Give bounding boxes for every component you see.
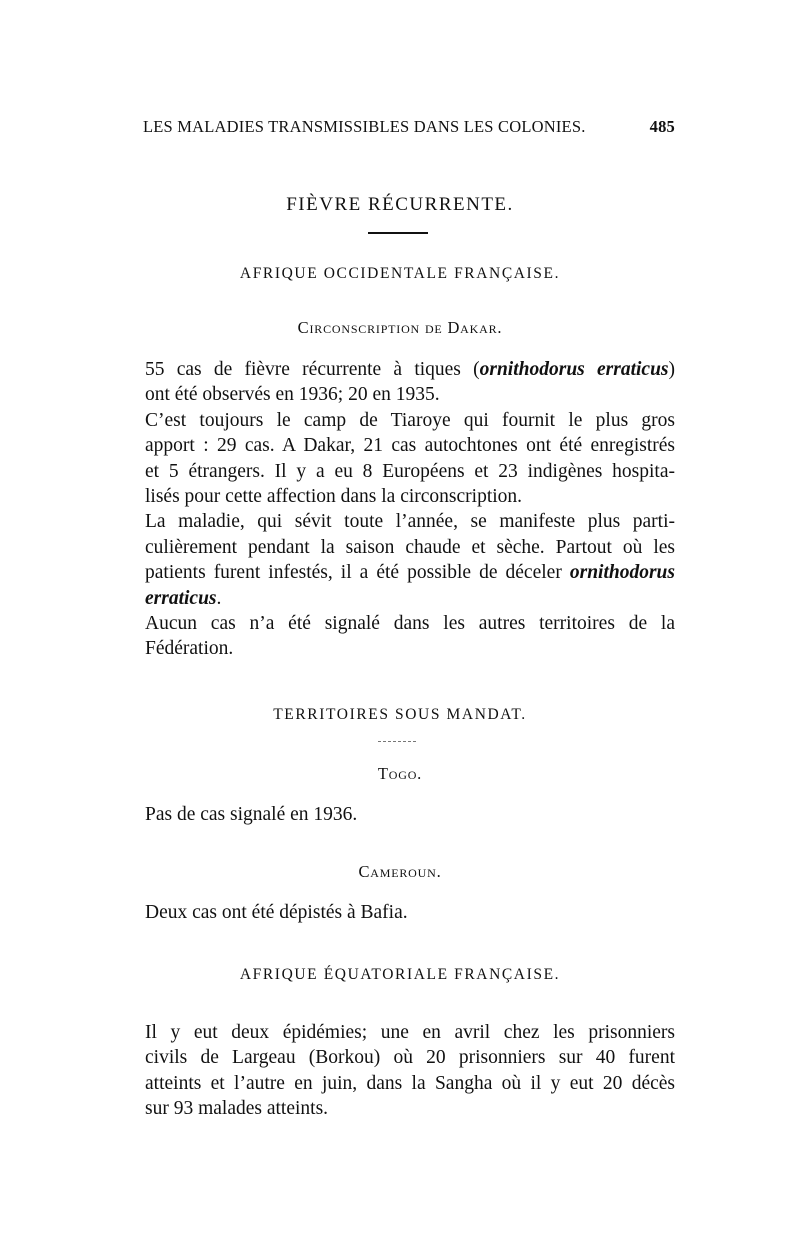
aof-heading: AFRIQUE OCCIDENTALE FRANÇAISE. [239, 265, 561, 282]
body-line: civils de Largeau (Borkou) où 20 prisonniers sur 40 furent [145, 1047, 675, 1069]
title-rule [368, 232, 428, 234]
body-line: atteints et l’autre en juin, dans la Sangha où il y eut 20 décès [145, 1072, 675, 1094]
body-line: erraticus. [145, 587, 222, 609]
body-line: Pas de cas signalé en 1936. [145, 804, 358, 825]
body-line: C’est toujours le camp de Tiaroye qui fournit le plus gros [145, 409, 675, 431]
species-name: ornithodorus [569, 562, 675, 584]
aef-heading: AFRIQUE ÉQUATORIALE FRANÇAISE. [239, 966, 561, 983]
body-line: apport : 29 cas. A Dakar, 21 cas autochtones ont été enregistrés [145, 435, 675, 457]
body-line: ont été observés en 1936; 20 en 1935. [145, 384, 440, 406]
running-head-title: LES MALADIES TRANSMISSIBLES DANS LES COLONIES. [143, 117, 586, 136]
cameroun-heading: Cameroun. [358, 862, 442, 881]
body-line: Il y eut deux épidémies; une en avril chez les prisonniers [145, 1022, 675, 1043]
body-line: patients furent infestés, il a été possible de déceler ornithodorus [145, 562, 675, 584]
aef-body [145, 1020, 675, 1122]
running-head [143, 117, 675, 143]
body-line: culièrement pendant la saison chaude et sèche. Partout où les [145, 536, 675, 558]
species-name: ornithodorus erraticus [479, 359, 669, 380]
page-number: 485 [649, 117, 675, 136]
species-name: erraticus [145, 587, 217, 609]
dakar-subheading: Circonscription de Dakar. [297, 318, 503, 337]
body-line: lisés pour cette affection dans la circonscription. [145, 486, 523, 508]
aof-body [145, 357, 675, 662]
mandat-heading: TERRITOIRES SOUS MANDAT. [273, 706, 527, 723]
body-line: et 5 étrangers. Il y a eu 8 Européens et 23 indigènes hospita- [145, 460, 675, 482]
togo-body [145, 802, 675, 827]
body-line: 55 cas de fièvre récurrente à tiques (ornithodorus erraticus) [145, 359, 675, 380]
body-line: Deux cas ont été dépistés à Bafia. [145, 902, 408, 923]
body-line: sur 93 malades atteints. [145, 1098, 329, 1120]
togo-heading: Togo. [377, 764, 423, 783]
mandat-rule [378, 741, 416, 742]
section-title: FIÈVRE RÉCURRENTE. [286, 194, 514, 215]
body-line: Fédération. [145, 638, 234, 660]
body-line: Aucun cas n’a été signalé dans les autres territoires de la [145, 613, 675, 635]
body-line: La maladie, qui sévit toute l’année, se manifeste plus parti- [145, 511, 675, 533]
cameroun-body [145, 900, 675, 925]
